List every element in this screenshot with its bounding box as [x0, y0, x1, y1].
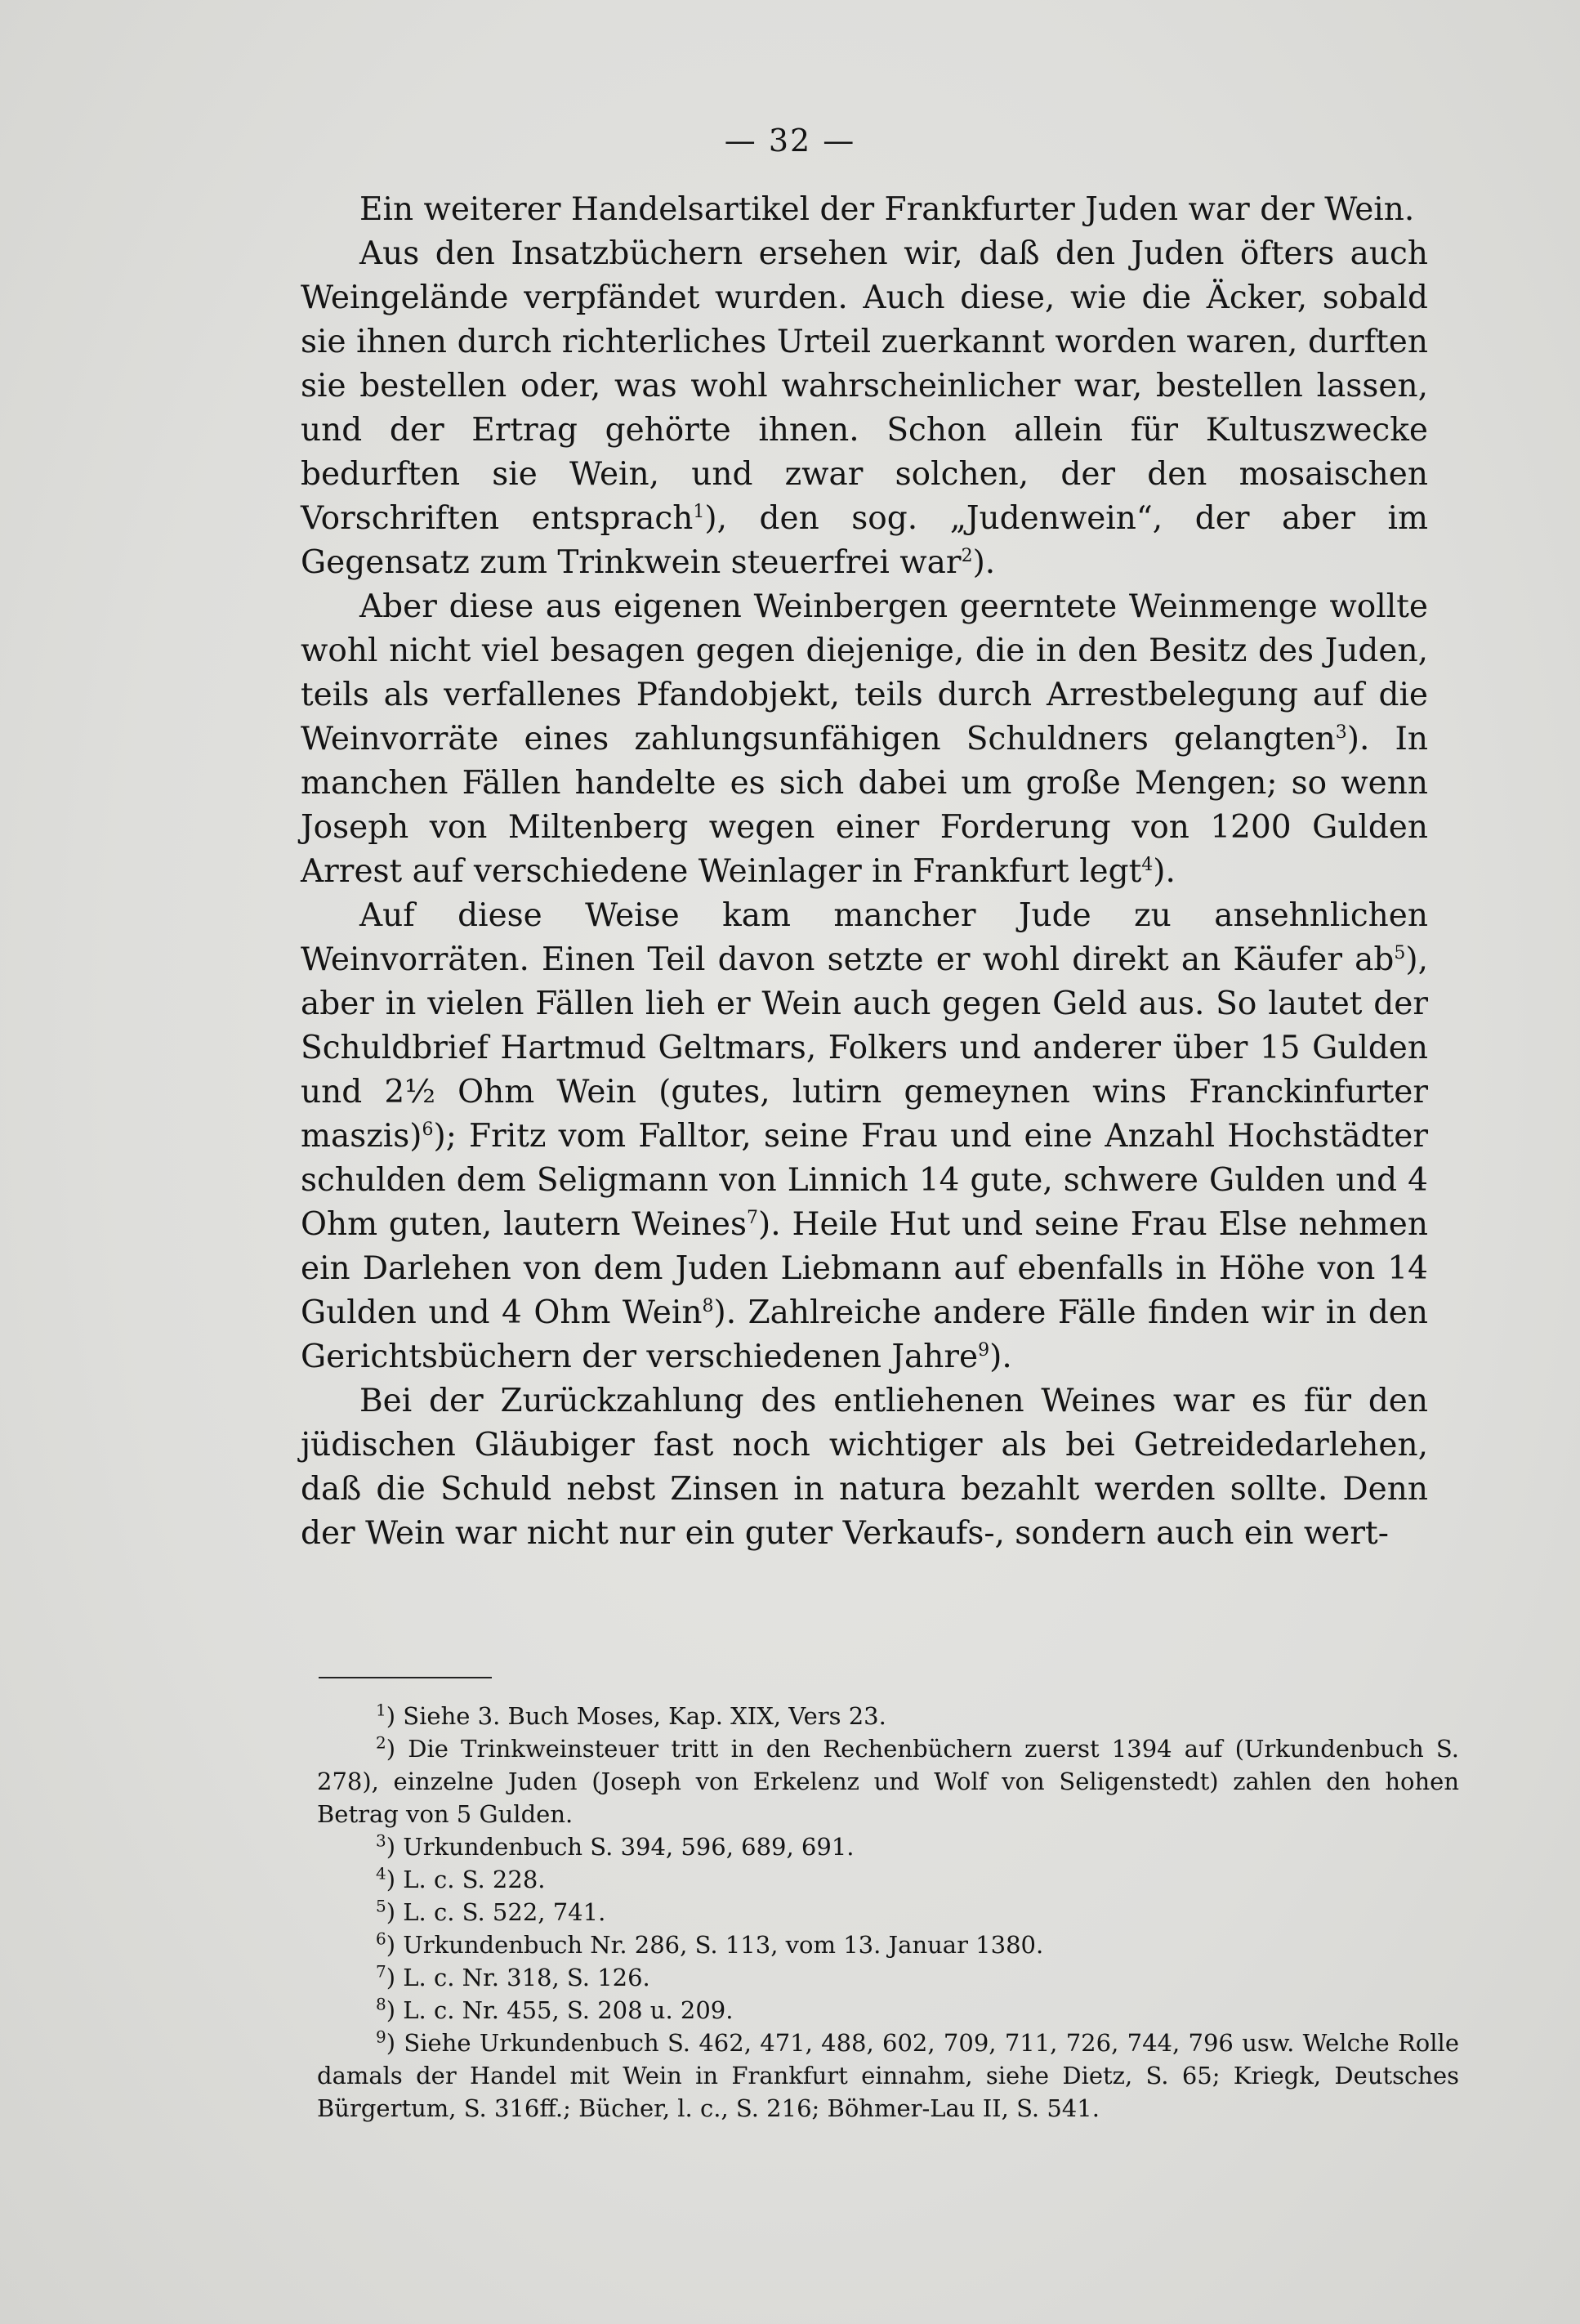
body-paragraph	[301, 585, 1428, 894]
footnotes-section	[317, 1700, 1459, 2125]
footnote-text: L. c. Nr. 318, S. 126.	[403, 1964, 650, 1991]
footnote-number: 9	[376, 2027, 386, 2047]
footnote-text: Die Trinkweinsteuer tritt in den Rechenbüchern zuerst 1394 auf (Urkundenbuch S. 278), einzelne Juden (Joseph von Erkelenz und Wolf von Seligenstedt) zahlen den hohen Betrag von 5 Gulden.	[317, 1735, 1459, 1828]
footnote-reference: 1	[693, 502, 705, 522]
footnote-number: 6	[376, 1928, 386, 1949]
footnote-text: Siehe Urkundenbuch S. 462, 471, 488, 602, 709, 711, 726, 744, 796 usw. Welche Rolle damals der Handel mit Wein in Frankfurt einnahm, siehe Dietz, S. 65; Kriegk, Deutsches Bürgertum, S. 316ff.; Bücher, l. c., S. 216; Böhmer-Lau II, S. 541.	[317, 2029, 1459, 2122]
footnote-number: 1	[376, 1700, 386, 1720]
footnote: $^7$) L. c. Nr. 318, S. 126.	[376, 1961, 650, 1991]
footnote-text: Urkundenbuch S. 394, 596, 689, 691.	[403, 1833, 855, 1861]
footnote: $^1$) Siehe 3. Buch Moses, Kap. XIX, Vers 23.	[376, 1700, 886, 1730]
body-paragraph	[301, 232, 1428, 585]
footnote-number: 4	[376, 1863, 386, 1884]
paragraph-text: ).	[972, 544, 996, 581]
body-paragraph	[301, 894, 1428, 1379]
footnote-text: Urkundenbuch Nr. 286, S. 113, vom 13. Januar 1380.	[403, 1931, 1044, 1959]
paragraph-text: Aber diese aus eigenen Weinbergen geerntete Weinmenge wollte wohl nicht viel besagen gegen diejenige, die in den Besitz des Juden, teils als verfallenes Pfandobjekt, teils durch Arrestbelegung auf die Weinvorräte eines zahlungsunfähigen Schuldners gelangten	[301, 588, 1428, 758]
footnote-reference: 3	[1335, 722, 1347, 743]
paragraph-text: ).	[989, 1339, 1012, 1375]
footnote-reference: 5	[1394, 943, 1406, 963]
footnote: $^4$) L. c. S. 228.	[376, 1863, 546, 1893]
paragraph-text: ); Fritz vom Falltor, seine Frau und eine Anzahl Hochstädter schulden dem Seligmann von Linnich 14 gute, schwere Gulden und 4 Ohm guten, lautern Weines	[301, 1118, 1428, 1243]
paragraph-text: ), aber in vielen Fällen lieh er Wein auch gegen Geld aus. So lautet der Schuldbrief Hartmud Geltmars, Folkers und anderer über 15 Gulden und 2½ Ohm Wein (gutes, lutirn gemeynen wins Franckinfurter maszis)	[301, 941, 1428, 1155]
main-text-body	[301, 188, 1428, 1556]
paragraph-text: ). Zahlreiche andere Fälle finden wir in den Gerichtsbüchern der verschiedenen Jahre	[301, 1294, 1428, 1375]
paragraph-text: ). In manchen Fällen handelte es sich dabei um große Mengen; so wenn Joseph von Miltenberg wegen einer Forderung von 1200 Gulden Arrest auf verschiedene Weinlager in Frankfurt legt	[301, 721, 1428, 890]
paragraph-text: ).	[1153, 853, 1176, 890]
footnote-reference: 4	[1141, 855, 1154, 875]
footnote-text: L. c. Nr. 455, S. 208 u. 209.	[403, 1996, 734, 2024]
footnote-reference: 2	[961, 546, 973, 566]
footnote: $^3$) Urkundenbuch S. 394, 596, 689, 691.	[376, 1830, 855, 1861]
paragraph-text: Auf diese Weise kam mancher Jude zu ansehnlichen Weinvorräten. Einen Teil davon setzte er wohl direkt an Käufer ab	[301, 897, 1428, 978]
footnote-number: 5	[376, 1896, 386, 1916]
paragraph-text: Bei der Zurückzahlung des entliehenen Weines war es für den jüdischen Gläubiger fast noch wichtiger als bei Getreidedarlehen, daß die Schuld nebst Zinsen in natura bezahlt werden sollte. Denn der Wein war nicht nur ein guter Verkaufs-, sondern auch ein wert-	[301, 1383, 1428, 1552]
footnote-number: 8	[376, 1994, 386, 2014]
paragraph-text: Ein weiterer Handelsartikel der Frankfurter Juden war der Wein.	[359, 191, 1415, 228]
footnote: $^9$) Siehe Urkundenbuch S. 462, 471, 488, 602, 709, 711, 726, 744, 796 usw. Welche Rolle damals der Handel mit Wein in Frankfurt einnahm, siehe Dietz, S. 65; Kriegk, Deutsches Bürgertum, S. 316ff.; Bücher, l. c., S. 216; Böhmer-Lau II, S. 541.	[317, 2027, 1459, 2122]
body-paragraph	[301, 1379, 1428, 1556]
footnote-reference: 6	[422, 1120, 434, 1140]
footnote-number: 3	[376, 1830, 386, 1851]
footnote-number: 7	[376, 1961, 386, 1982]
footnote-reference: 9	[978, 1340, 990, 1361]
paragraph-text: Aus den Insatzbüchern ersehen wir, daß den Juden öfters auch Weingelände verpfändet wurden. Auch diese, wie die Äcker, sobald sie ihnen durch richterliches Urteil zuerkannt worden waren, durften sie bestellen oder, was wohl wahrscheinlicher war, bestellen lassen, und der Ertrag gehörte ihnen. Schon allein für Kultuszwecke bedurften sie Wein, und zwar solchen, der den mosaischen Vorschriften entsprach	[301, 235, 1428, 537]
footnote-reference: 8	[702, 1296, 714, 1316]
page-number: — 32 —	[724, 123, 856, 159]
footnote-separator	[319, 1677, 492, 1678]
paragraph-text: ). Heile Hut und seine Frau Else nehmen ein Darlehen von dem Juden Liebmann auf ebenfalls in Höhe von 14 Gulden und 4 Ohm Wein	[301, 1206, 1428, 1331]
footnote: $^8$) L. c. Nr. 455, S. 208 u. 209.	[376, 1994, 734, 2024]
body-paragraph	[301, 188, 1428, 232]
footnote: $^5$) L. c. S. 522, 741.	[376, 1896, 606, 1926]
footnote: $^6$) Urkundenbuch Nr. 286, S. 113, vom 13. Januar 1380.	[376, 1928, 1044, 1959]
footnote-text: L. c. S. 228.	[403, 1866, 546, 1893]
footnote: $^2$) Die Trinkweinsteuer tritt in den Rechenbüchern zuerst 1394 auf (Urkundenbuch S. 278), einzelne Juden (Joseph von Erkelenz und Wolf von Seligenstedt) zahlen den hohen Betrag von 5 Gulden.	[317, 1732, 1459, 1828]
footnote-text: L. c. S. 522, 741.	[403, 1898, 606, 1926]
paragraph-text: ), den sog. „Judenwein“, der aber im Gegensatz zum Trinkwein steuerfrei war	[301, 500, 1428, 581]
footnote-reference: 7	[746, 1208, 758, 1228]
footnote-number: 2	[376, 1732, 386, 1753]
footnote-text: Siehe 3. Buch Moses, Kap. XIX, Vers 23.	[403, 1702, 886, 1730]
